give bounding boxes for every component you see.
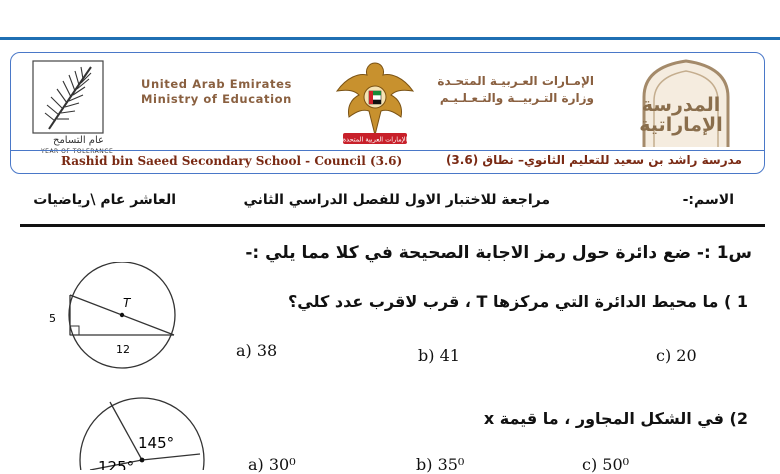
year-of-tolerance-logo [19, 59, 119, 154]
center-label: T [123, 296, 131, 310]
year-of-tolerance-arabic: عام التسامح [53, 135, 105, 146]
ministry-en-line1: United Arab Emirates [141, 77, 292, 91]
letterhead [10, 52, 765, 174]
question-2-figure [70, 392, 220, 470]
question-heading: س1 :- ضع دائرة حول رمز الاجابة الصحيحة في كلا مما يلي :- [245, 243, 752, 263]
ministry-english-title [141, 77, 292, 107]
question-1 [288, 292, 748, 311]
choice-2c[interactable]: c) 50⁰ [582, 455, 630, 474]
question-1-figure [40, 262, 180, 372]
circle-triangle-diagram [40, 262, 180, 372]
side-length-label: 5 [49, 312, 56, 325]
falcon-emblem-icon [329, 57, 421, 147]
choice-2a[interactable]: a) 30⁰ [248, 455, 296, 474]
grade-subject: العاشر عام \رياضيات [33, 192, 176, 208]
question-2-number: 2) [729, 409, 748, 428]
ministry-ar-line1: الإمـارات العـربيـة المتحـدة [437, 74, 594, 88]
exam-title: مراجعة للاختبار الاول للفصل الدراسي الثاني [243, 192, 550, 208]
school-name-english: Rashid bin Saeed Secondary School - Council (3.6) [61, 154, 403, 168]
emblem-caption: الإمارات العربية المتحدة [342, 135, 408, 144]
question-1-number: 1 ) [723, 292, 748, 311]
choice-2b[interactable]: b) 35⁰ [416, 455, 465, 474]
angle-1-label: 145° [138, 434, 175, 452]
choice-1b[interactable]: b) 41 [418, 346, 460, 365]
angle-2-label: 125° [98, 458, 135, 470]
school-logo-text [626, 95, 736, 135]
student-name-label: الاسم:- [682, 192, 734, 208]
question-2 [484, 409, 748, 428]
question-2-text: في الشكل المجاور ، ما قيمة x [483, 409, 724, 428]
choice-1a[interactable]: a) 38 [236, 341, 278, 360]
circle-angles-diagram [70, 392, 220, 470]
year-of-tolerance-english: YEAR OF TOLERANCE [41, 148, 114, 155]
question-1-text: ما محيط الدائرة التي مركزها T ، قرب لاقرب عدد كلي؟ [288, 292, 719, 311]
ministry-arabic-title [437, 73, 594, 107]
school-logo-line2: الإماراتية [639, 114, 723, 136]
school-name-arabic: مدرسة راشد بن سعيد للتعليم الثانوي– نطاق (3.6) [445, 153, 742, 167]
ministry-ar-line2: وزارة التـربيــة والتـعـلـيـم [439, 91, 594, 105]
uae-emblem [329, 57, 421, 147]
info-divider [20, 224, 765, 227]
choice-1c[interactable]: c) 20 [656, 346, 697, 365]
school-name-bar [11, 150, 764, 173]
ministry-en-line2: Ministry of Education [141, 92, 292, 106]
school-logo-line1: المدرسة [641, 94, 721, 116]
top-divider-line [0, 37, 780, 40]
base-length-label: 12 [116, 343, 130, 356]
